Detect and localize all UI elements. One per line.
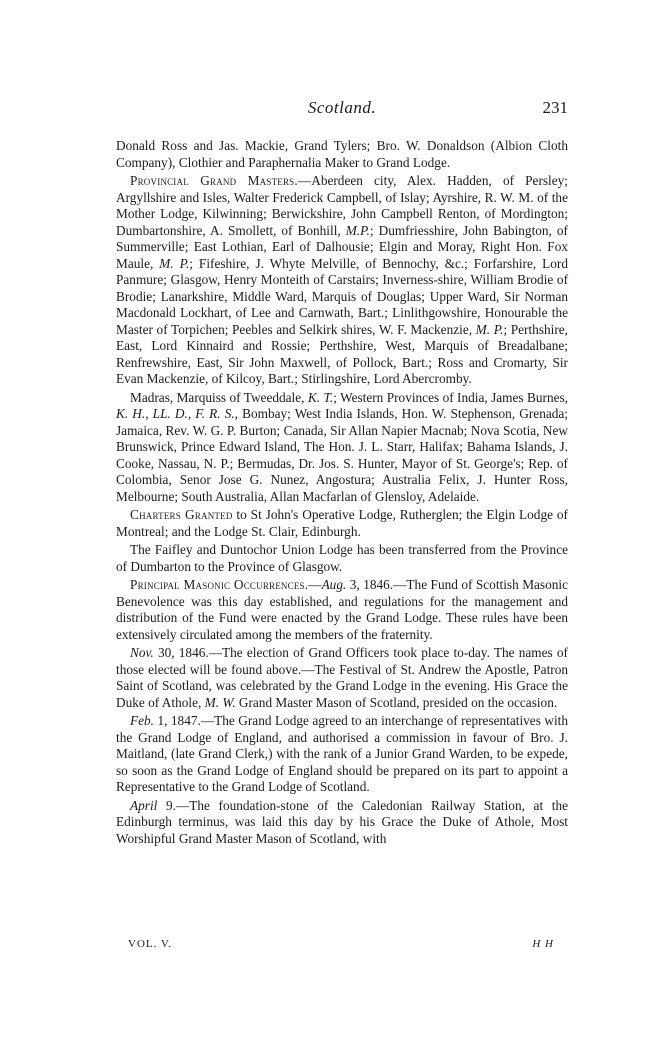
text-run: 9.—The foundation-stone of the Caledonian Railway Station, at the Edinburgh terminus, was laid this day by his Grace the Duke of Athole, Most Worshipful Grand Master Mason of Scotland, with <box>116 797 568 846</box>
text-run: M. P. <box>475 321 504 337</box>
paragraph-principal-occurrences <box>116 577 568 643</box>
paragraph-provincial-grand-masters <box>116 173 568 388</box>
paragraph-faifley-transfer <box>116 542 568 575</box>
text-run: 30, 1846.—The election of Grand Officers took place to-day. The names of those elected will be found above.—The Festival of St. Andrew the Apostle, Patron Saint of Scotland, was celebrated by the Grand Lodge in the evening. His Grace the Duke of Athole, <box>116 645 568 710</box>
text-run: M. P. <box>159 255 190 271</box>
text-run: Aug. <box>321 577 347 592</box>
signature-mark: H H <box>532 938 554 950</box>
text-run: ; Western Provinces of India, James Burnes, <box>333 389 568 405</box>
text-run: Principal Masonic Occurrences. <box>130 577 309 592</box>
paragraph-nov-30-1846 <box>116 645 568 711</box>
text-run: , Bombay; West India Islands, Hon. W. Stephenson, Grenada; Jamaica, Rev. W. G. P. Burton; Canada, Sir Allan Napier Macnab; Nova Scotia, New Brunswick, Prince Edward Island, The Hon. J. L. Starr, Halifax; Bahama Islands, J. Cooke, Nassau, N. P.; Bermudas, Dr. Jos. S. Hunter, Mayor of St. George's; Rep. of Colombia, Senor Jose G. Nunez, Angostura; Australia Felix, J. Hunter Ross, Melbourne; South Australia, Allan Macfarlan of Glensloy, Adelaide. <box>116 406 568 504</box>
paragraph-grand-tylers <box>116 138 568 171</box>
running-title: Scotland. <box>307 98 377 117</box>
paragraph-april-9 <box>116 798 568 848</box>
text-run: Charters Granted <box>130 507 233 522</box>
text-run: Donald Ross and Jas. Mackie, Grand Tylers; Bro. W. Donaldson (Albion Cloth Company), Clothier and Paraphernalia Maker to Grand Lodge. <box>116 138 568 170</box>
text-run: Provincial Grand Masters. <box>130 173 298 188</box>
body-text <box>116 138 568 849</box>
text-run: 1, 1847.—The Grand Lodge agreed to an interchange of representatives with the Grand Lodge of England, and authorised a commission in favour of Bro. J. Maitland, (late Grand Clerk,) with the rank of a Junior Grand Warden, to be expede, so soon as the Grand Lodge of England should be prepared on its part to appoint a Representative to the Grand Lodge of Scotland. <box>116 713 568 794</box>
paragraph-colonial-provinces <box>116 390 568 506</box>
paragraph-charters-granted <box>116 507 568 540</box>
text-run: The Faifley and Duntochor Union Lodge has been transferred from the Province of Dumbarton to the Province of Glasgow. <box>116 542 568 574</box>
page-footer <box>128 938 568 956</box>
text-run: M. W. <box>204 694 236 710</box>
text-run: April <box>130 797 158 813</box>
text-run: Madras, Marquiss of Tweeddale, <box>130 389 308 405</box>
text-run: ; Dumfriesshire, John Babington, of Summerville; East Lothian, Earl of Dalhousie; Elgin and Moray, Right Hon. Fox Maule, <box>116 222 568 271</box>
text-run: ; Fifeshire, J. Whyte Melville, of Bennochy, &c.; Forfarshire, Lord Panmure; Glasgow, Henry Monteith of Carstairs; Inverness-shire, William Brodie of Brodie; Lanarkshire, Middle Ward, Marquis of Douglas; Upper Ward, Sir Norman Macdonald Lockhart, of Lee and Carnwath, Bart.; Linlithgowshire, Honourable the Master of Torpichen; Peebles and Selkirk shires, W. F. Mackenzie, <box>116 255 568 337</box>
text-run: to St John's Operative Lodge, Rutherglen; the Elgin Lodge of Montreal; and the Lodge St. Clair, Edinburgh. <box>116 507 568 539</box>
text-run: Feb. <box>130 713 154 728</box>
volume-label: VOL. V. <box>128 938 173 950</box>
text-run: —Aberdeen city, Alex. Hadden, of Persley; Argyllshire and Isles, Walter Frederick Campbell, of Islay; Ayrshire, R. W. M. of the Mother Lodge, Kilwinning; Berwickshire, John Campbell Renton, of Mordington; Dumbartonshire, A. Smollett, of Bonhill, <box>116 173 568 238</box>
text-run: — <box>308 577 322 592</box>
text-run: M.P. <box>345 222 370 238</box>
text-run: K. T. <box>307 389 334 405</box>
running-head <box>116 98 568 122</box>
text-run: Grand Master Mason of Scotland, presided on the occasion. <box>235 694 558 710</box>
text-run: ; Perthshire, East, Lord Kinnaird and Rossie; Perthshire, West, Marquis of Breadalbane; Renfrewshire, East, Sir John Maxwell, of Pollock, Bart.; Ross and Cromarty, Sir Evan Mackenzie, of Kilcoy, Bart.; Stirlingshire, Lord Abercromby. <box>116 321 568 386</box>
paragraph-feb-1-1847 <box>116 713 568 796</box>
text-run: Nov. <box>130 645 154 660</box>
text-run: 3, 1846.—The Fund of Scottish Masonic Benevolence was this day established, and regulations for the management and distribution of the Fund were enacted by the Grand Lodge. These rules have been extensively circulated among the members of the fraternity. <box>116 577 568 642</box>
page-number: 231 <box>542 98 568 117</box>
text-run: K. H., LL. D., F. R. S. <box>116 406 235 421</box>
